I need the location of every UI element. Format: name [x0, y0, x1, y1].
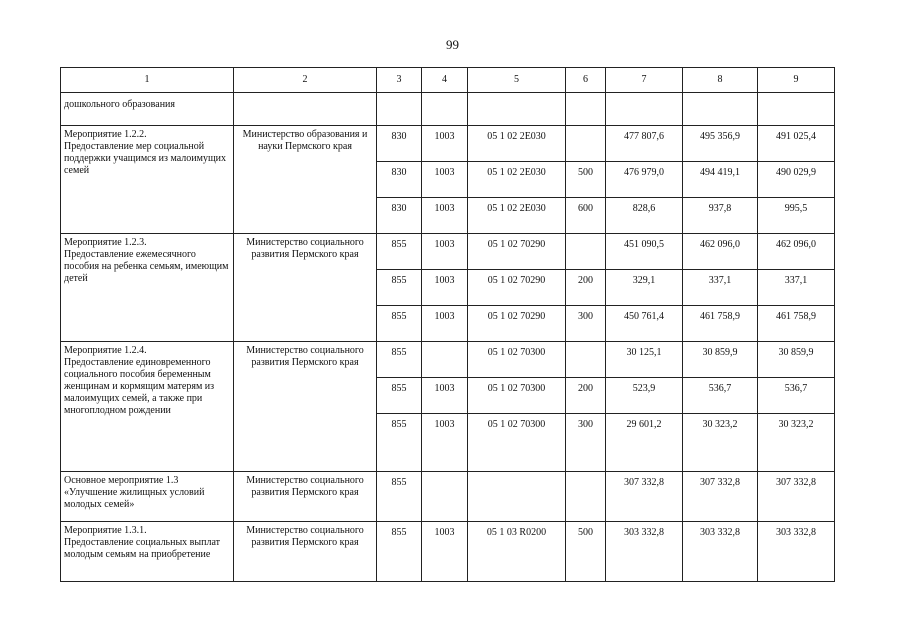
cell-c4	[422, 342, 468, 378]
cell-c3: 855	[377, 414, 422, 472]
executor-name: Министерство социального развития Пермского края	[234, 342, 377, 472]
cell-c6: 500	[566, 162, 606, 198]
cell-c5: 05 1 02 2Е030	[468, 162, 566, 198]
header-cell: 7	[606, 68, 683, 93]
cell-c9: 995,5	[758, 198, 835, 234]
page-number: 99	[446, 37, 459, 52]
cell-c8: 30 323,2	[683, 414, 758, 472]
table-row	[61, 234, 835, 270]
cell-c6: 500	[566, 522, 606, 582]
cell-c5: 05 1 02 70300	[468, 414, 566, 472]
cell-c3: 830	[377, 126, 422, 162]
executor-name: Министерство образования и науки Пермского края	[234, 126, 377, 234]
cell-c7: 307 332,8	[606, 472, 683, 522]
measure-name: Мероприятие 1.2.4. Предоставление единовременного социального пособия беременным женщинам и кормящим матерям из малоимущих семей, а также при многоплодном рождении	[61, 342, 234, 472]
cell-c4: 1003	[422, 522, 468, 582]
header-cell: 3	[377, 68, 422, 93]
cell-c5: 05 1 02 70300	[468, 378, 566, 414]
cell-c9: 307 332,8	[758, 472, 835, 522]
cell-c7: 450 761,4	[606, 306, 683, 342]
cell-c4: 1003	[422, 414, 468, 472]
executor-name: Министерство социального развития Пермского края	[234, 234, 377, 342]
cell-c3: 855	[377, 472, 422, 522]
cell-c9: 30 859,9	[758, 342, 835, 378]
cell-c8: 303 332,8	[683, 522, 758, 582]
cell-c6: 200	[566, 378, 606, 414]
cell-c6: 600	[566, 198, 606, 234]
cell-c5: 05 1 02 70290	[468, 306, 566, 342]
table-row	[61, 472, 835, 522]
header-cell: 5	[468, 68, 566, 93]
cell-c3: 855	[377, 342, 422, 378]
cell-c5: 05 1 03 R0200	[468, 522, 566, 582]
cell-c7: 303 332,8	[606, 522, 683, 582]
cell-c6	[566, 234, 606, 270]
header-cell: 2	[234, 68, 377, 93]
executor-name: Министерство социального развития Пермского края	[234, 472, 377, 522]
continuation-text: дошкольного образования	[61, 93, 234, 126]
cell-c9: 30 323,2	[758, 414, 835, 472]
measure-name: Мероприятие 1.2.3. Предоставление ежемесячного пособия на ребенка семьям, имеющим детей	[61, 234, 234, 342]
cell-c8: 495 356,9	[683, 126, 758, 162]
cell-c3: 855	[377, 378, 422, 414]
cell-c7: 476 979,0	[606, 162, 683, 198]
table-row	[61, 342, 835, 378]
cell-c8: 30 859,9	[683, 342, 758, 378]
cell-c7: 329,1	[606, 270, 683, 306]
cell-c8: 937,8	[683, 198, 758, 234]
cell-c8: 307 332,8	[683, 472, 758, 522]
cell-c5: 05 1 02 70290	[468, 270, 566, 306]
measure-name: Основное мероприятие 1.3 «Улучшение жилищных условий молодых семей»	[61, 472, 234, 522]
cell-c6	[566, 472, 606, 522]
cell-c8: 462 096,0	[683, 234, 758, 270]
cell-c9: 491 025,4	[758, 126, 835, 162]
cell-c6: 200	[566, 270, 606, 306]
cell-c3: 830	[377, 162, 422, 198]
cell-c9: 490 029,9	[758, 162, 835, 198]
cell-c4: 1003	[422, 162, 468, 198]
cell-c9: 462 096,0	[758, 234, 835, 270]
cell-c7: 29 601,2	[606, 414, 683, 472]
cell-c9: 536,7	[758, 378, 835, 414]
table-row	[61, 522, 835, 582]
cell-c5: 05 1 02 2Е030	[468, 198, 566, 234]
header-cell: 8	[683, 68, 758, 93]
cell-c7: 30 125,1	[606, 342, 683, 378]
continuation-row	[61, 93, 835, 126]
cell-c9: 303 332,8	[758, 522, 835, 582]
budget-table	[60, 67, 835, 582]
cell-c4: 1003	[422, 378, 468, 414]
cell-c6	[566, 126, 606, 162]
header-cell: 4	[422, 68, 468, 93]
cell-c6: 300	[566, 306, 606, 342]
cell-c6: 300	[566, 414, 606, 472]
cell-c9: 461 758,9	[758, 306, 835, 342]
cell-c8: 494 419,1	[683, 162, 758, 198]
cell-c4: 1003	[422, 126, 468, 162]
cell-c4: 1003	[422, 306, 468, 342]
cell-c6	[566, 342, 606, 378]
cell-c4: 1003	[422, 234, 468, 270]
cell-c5	[468, 472, 566, 522]
cell-c5: 05 1 02 70300	[468, 342, 566, 378]
table-row	[61, 126, 835, 162]
header-cell: 9	[758, 68, 835, 93]
cell-c4	[422, 472, 468, 522]
cell-c4: 1003	[422, 270, 468, 306]
cell-c8: 461 758,9	[683, 306, 758, 342]
header-row	[61, 68, 835, 93]
cell-c9: 337,1	[758, 270, 835, 306]
cell-c3: 855	[377, 306, 422, 342]
cell-c7: 523,9	[606, 378, 683, 414]
measure-name: Мероприятие 1.3.1. Предоставление социальных выплат молодым семьям на приобретение	[61, 522, 234, 582]
header-cell: 6	[566, 68, 606, 93]
cell-c3: 830	[377, 198, 422, 234]
cell-c3: 855	[377, 270, 422, 306]
cell-c8: 337,1	[683, 270, 758, 306]
cell-c3: 855	[377, 234, 422, 270]
cell-c7: 477 807,6	[606, 126, 683, 162]
header-cell: 1	[61, 68, 234, 93]
cell-c7: 451 090,5	[606, 234, 683, 270]
measure-name: Мероприятие 1.2.2. Предоставление мер социальной поддержки учащимся из малоимущих семей	[61, 126, 234, 234]
cell-c5: 05 1 02 2Е030	[468, 126, 566, 162]
cell-c4: 1003	[422, 198, 468, 234]
executor-name: Министерство социального развития Пермского края	[234, 522, 377, 582]
cell-c3: 855	[377, 522, 422, 582]
cell-c5: 05 1 02 70290	[468, 234, 566, 270]
cell-c7: 828,6	[606, 198, 683, 234]
cell-c8: 536,7	[683, 378, 758, 414]
